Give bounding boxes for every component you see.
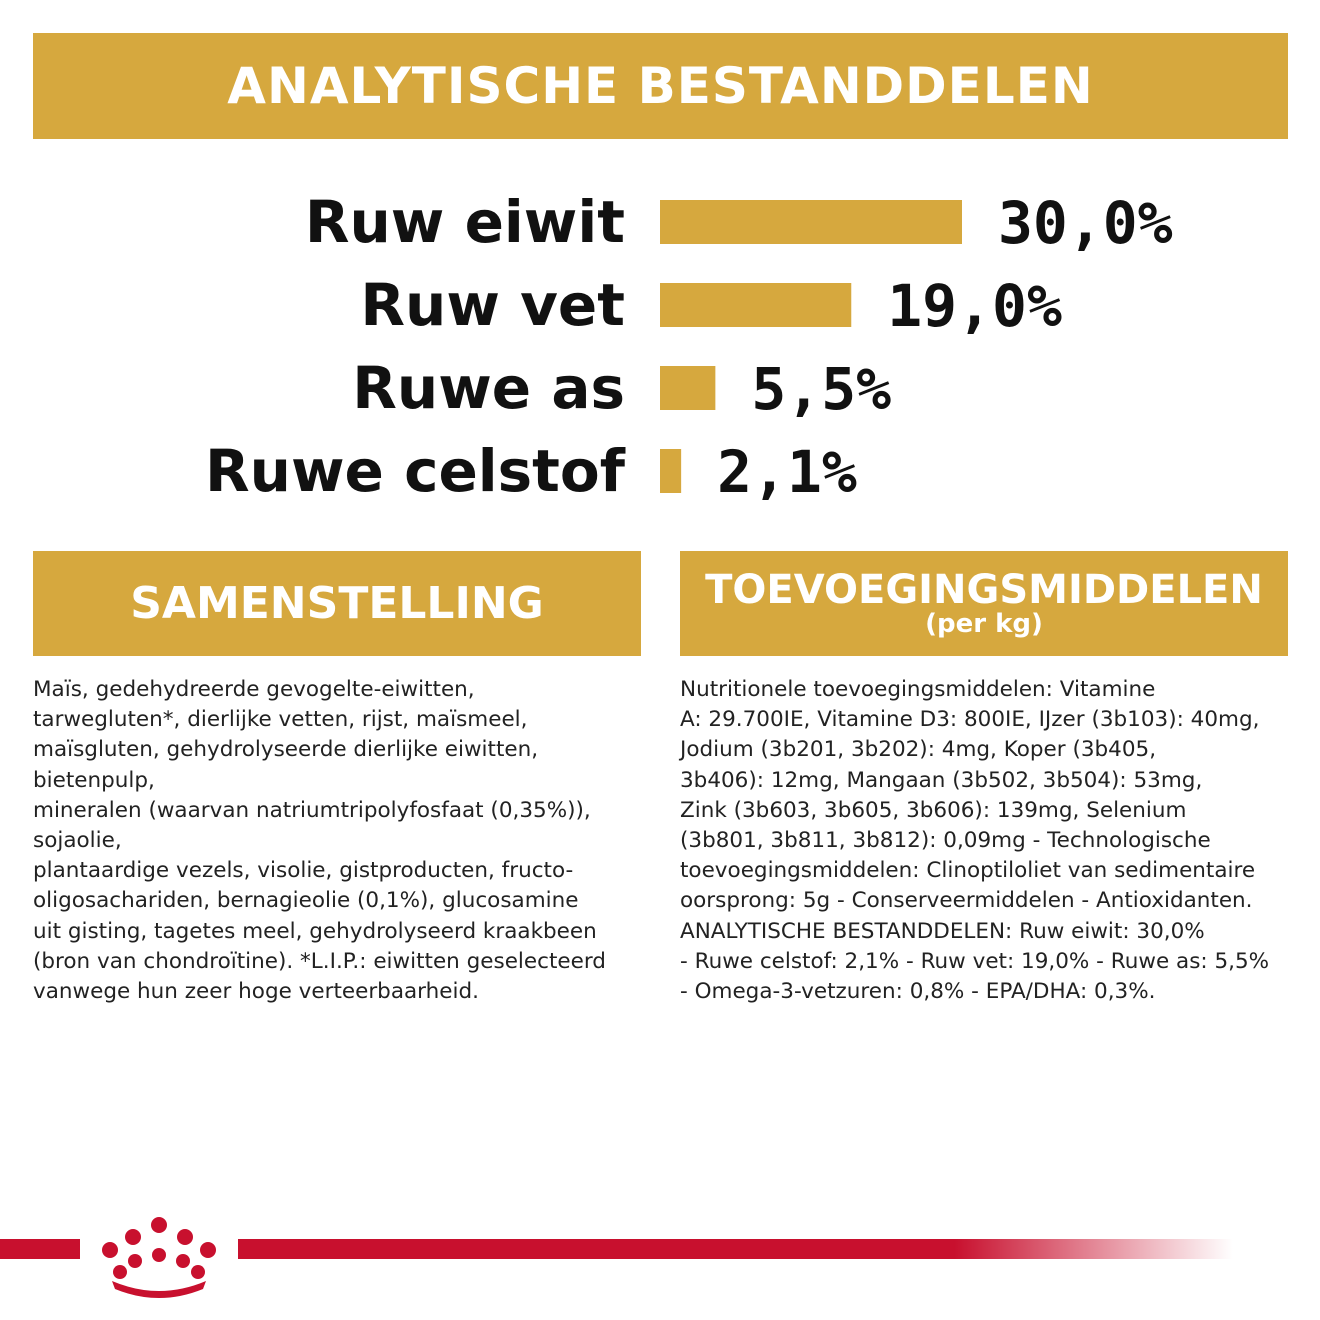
category-label: Ruw eiwit (304, 188, 625, 256)
value-label: 30,0% (998, 189, 1173, 257)
samenstelling-banner (33, 551, 641, 656)
toevoegingsmiddelen-subtitle: (per kg) (925, 608, 1043, 639)
crown-icon (102, 1217, 216, 1298)
category-label: Ruw vet (360, 271, 625, 339)
red-line-right (238, 1239, 1233, 1259)
bar (660, 200, 962, 244)
value-label: 5,5% (751, 355, 892, 423)
toevoegingsmiddelen-banner (680, 551, 1288, 656)
nutrient-bar-chart (0, 170, 1320, 530)
bar (660, 449, 681, 493)
bar (660, 283, 851, 327)
red-line-left (0, 1239, 80, 1259)
category-label: Ruwe as (352, 354, 625, 422)
samenstelling-title: SAMENSTELLING (130, 578, 544, 629)
toevoegingsmiddelen-text: Nutritionele toevoegingsmiddelen: Vitamine A: 29.700IE, Vitamine D3: 800IE, IJzer (3b103): 40mg, Jodium (3b201, 3b202): 4mg, Koper (3b405, 3b406): 12mg, Mangaan (3b502, 3b504): 53mg, Zink (3b603, 3b605, 3b606): 139mg, Selenium (3b801, 3b811, 3b812): 0,09mg - Technologische toevoegingsmiddelen: Clinoptiloliet van sedimentaire oorsprong: 5g - Conserveermiddelen - Antioxidanten. ANALYTISCHE BESTANDDELEN: Ruw eiwit: 30,0% - Ruwe celstof: 2,1% - Ruw vet: 19,0% - Ruwe as: 5,5% - Omega-3-vetzuren: 0,8% - EPA/DHA: 0,3%. (680, 677, 1270, 1005)
toevoegingsmiddelen-title: TOEVOEGINGSMIDDELEN (705, 566, 1263, 613)
category-label: Ruwe celstof (205, 437, 625, 505)
analytische-bestanddelen-title: ANALYTISCHE BESTANDDELEN (227, 57, 1094, 115)
analytische-bestanddelen-banner (33, 33, 1288, 139)
samenstelling-text: Maïs, gedehydreerde gevogelte-eiwitten, tarwegluten*, dierlijke vetten, rijst, maïsmeel, maïsgluten, gehydrolyseerde dierlijke eiwitten, bietenpulp, mineralen (waarvan natriumtripolyfosfaat (0,35%)), sojaolie, plantaardige vezels, visolie, gistproducten, fructo- oligosachariden, bernagieolie (0,1%), glucosamine uit gisting, tagetes meel, gehydrolyseerd kraakbeen (bron van chondroïtine). *L.I.P.: eiwitten geselecteerd vanwege hun zeer hoge verteerbaarheid. (33, 677, 606, 1005)
brand-footer (0, 1215, 1320, 1305)
value-label: 19,0% (887, 272, 1062, 340)
value-label: 2,1% (717, 438, 857, 506)
bar (660, 366, 715, 410)
